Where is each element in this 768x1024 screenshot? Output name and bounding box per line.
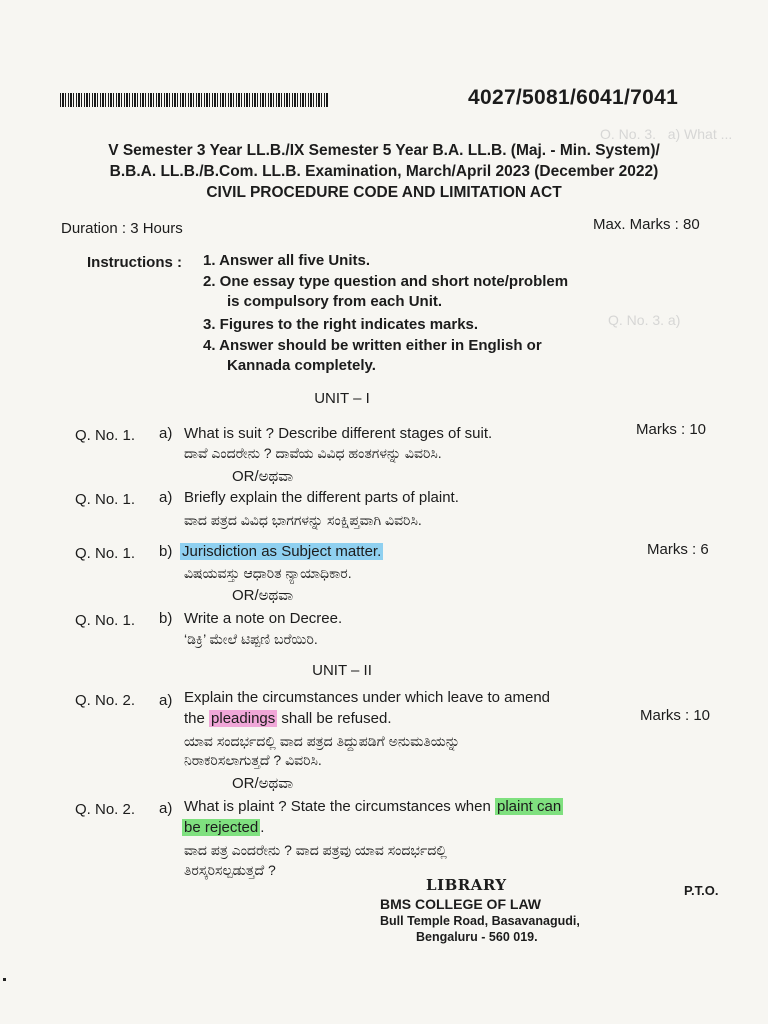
question-marks: Marks : 10: [636, 421, 707, 438]
pto-label: P.T.O.: [684, 883, 719, 898]
or-separator: OR/ಅಥವಾ: [232, 468, 294, 485]
duration: Duration : 3 Hours: [61, 220, 183, 237]
subject-title: CIVIL PROCEDURE CODE AND LIMITATION ACT: [206, 184, 562, 201]
question-number: Q. No. 1.: [75, 491, 136, 508]
unit-title: UNIT – II: [312, 662, 372, 679]
question-text-kn: ತಿರಸ್ಕರಿಸಲ್ಪಡುತ್ತದೆ ?: [184, 862, 276, 878]
question-part: a): [159, 800, 173, 817]
exam-heading-line2: B.B.A. LL.B./B.Com. LL.B. Examination, March/April 2023 (December 2022): [109, 163, 659, 180]
question-part: a): [159, 692, 173, 709]
library-stamp-address: Bull Temple Road, Basavanagudi,: [380, 914, 580, 928]
bleed-through-text: Q. No. 3. a): [608, 312, 681, 328]
instruction-item: is compulsory from each Unit.: [227, 293, 443, 310]
question-text-en: the pleadings shall be refused.: [184, 710, 392, 727]
question-text-kn: ವಾದ ಪತ್ರ ಎಂದರೇನು ? ವಾದ ಪತ್ರವು ಯಾವ ಸಂದರ್ಭದಲ್ಲಿ: [184, 842, 447, 858]
question-number: Q. No. 1.: [75, 427, 136, 444]
question-text-en: be rejected .: [184, 819, 265, 836]
highlighted-text: be rejected: [184, 819, 259, 836]
question-text-kn: ನಿರಾಕರಿಸಲಾಗುತ್ತದೆ ? ವಿವರಿಸಿ.: [184, 752, 322, 768]
question-text-en: [180, 543, 383, 560]
barcode: [60, 93, 328, 107]
highlighted-text: pleadings: [211, 710, 276, 727]
scan-speck: [3, 978, 6, 981]
question-part: b): [159, 543, 173, 560]
question-text-kn: ಯಾವ ಸಂದರ್ಭದಲ್ಲಿ ವಾದ ಪತ್ರದ ತಿದ್ದುಪಡಿಗೆ ಅನುಮತಿಯನ್ನು: [184, 733, 460, 749]
highlighted-text: Jurisdiction as Subject matter.: [182, 543, 382, 560]
question-text-en: Explain the circumstances under which leave to amend: [184, 689, 551, 706]
question-marks: Marks : 6: [647, 541, 709, 558]
max-marks: Max. Marks : 80: [593, 216, 700, 233]
question-part: a): [159, 425, 173, 442]
exam-heading-line1: V Semester 3 Year LL.B./IX Semester 5 Year B.A. LL.B. (Maj. - Min. System)/: [108, 142, 660, 159]
highlighted-text: plaint can: [496, 798, 562, 815]
question-text-en: Briefly explain the different parts of plaint.: [184, 489, 459, 506]
or-separator: OR/ಅಥವಾ: [232, 775, 294, 792]
instructions-label: Instructions :: [87, 254, 183, 271]
question-part: a): [159, 489, 173, 506]
paper-code: 4027/5081/6041/7041: [468, 86, 679, 109]
library-stamp-name: BMS COLLEGE OF LAW: [380, 896, 541, 912]
question-text-kn: ದಾವೆ ಎಂದರೇನು ? ದಾವೆಯ ವಿವಿಧ ಹಂತಗಳನ್ನು ವಿವರಿಸಿ.: [184, 445, 442, 461]
instruction-item: Kannada completely.: [227, 357, 376, 374]
question-text-kn: ‘ಡಿಕ್ರಿ’ ಮೇಲೆ ಟಿಪ್ಪಣಿ ಬರೆಯಿರಿ.: [184, 631, 318, 647]
question-text-kn: ವಿಷಯವಸ್ತು ಆಧಾರಿತ ನ್ಯಾಯಾಧಿಕಾರ.: [184, 565, 352, 581]
unit-title: UNIT – I: [314, 390, 370, 407]
question-text-en: What is suit ? Describe different stages of suit.: [184, 425, 493, 442]
question-number: Q. No. 1.: [75, 612, 136, 629]
question-marks: Marks : 10: [640, 707, 711, 724]
question-number: Q. No. 2.: [75, 692, 136, 709]
question-number: Q. No. 2.: [75, 801, 136, 818]
question-text-en: What is plaint ? State the circumstances when plaint can: [184, 798, 562, 815]
question-text-kn: ವಾದ ಪತ್ರದ ವಿವಿಧ ಭಾಗಗಳನ್ನು ಸಂಕ್ಷಿಪ್ತವಾಗಿ ವಿವರಿಸಿ.: [184, 512, 422, 528]
library-stamp-city: Bengaluru - 560 019.: [416, 930, 538, 944]
question-number: Q. No. 1.: [75, 545, 136, 562]
instruction-item: 3. Figures to the right indicates marks.: [203, 316, 479, 333]
library-stamp-title: LIBRARY: [426, 876, 507, 894]
instruction-item: 4. Answer should be written either in English or: [203, 337, 542, 354]
or-separator: OR/ಅಥವಾ: [232, 587, 294, 604]
bleed-through-text: O. No. 3. a) What ...: [600, 126, 733, 142]
instruction-item: 2. One essay type question and short note/problem: [203, 273, 569, 290]
instruction-item: 1. Answer all five Units.: [203, 252, 370, 269]
question-text-en: Write a note on Decree.: [184, 610, 343, 627]
question-part: b): [159, 610, 173, 627]
